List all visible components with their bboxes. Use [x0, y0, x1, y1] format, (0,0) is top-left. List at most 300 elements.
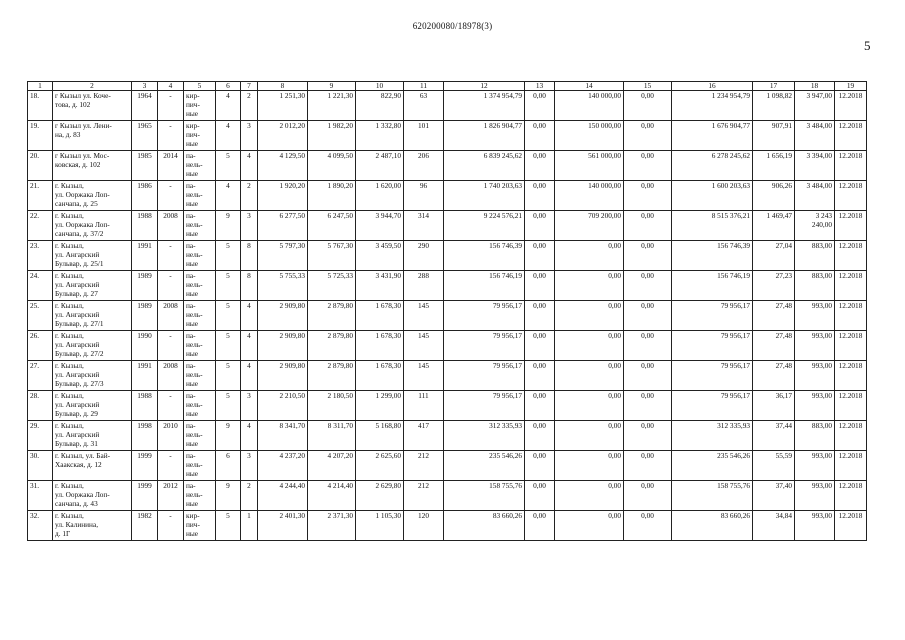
page-number: 5 — [864, 38, 871, 53]
cell-total-area: 2 909,80 — [258, 301, 308, 331]
cell-entrances: 2 — [241, 181, 258, 211]
cell-residents: 290 — [404, 241, 444, 271]
cell-cost-budget-federal: 0,00 — [525, 301, 555, 331]
cell-row-number: 18. — [28, 91, 53, 121]
cell-entrances: 8 — [241, 241, 258, 271]
cell-wall-material: па- нель- ные — [184, 271, 216, 301]
cell-total-area: 2 012,20 — [258, 121, 308, 151]
cell-residential-area: 1 620,00 — [356, 181, 404, 211]
cell-living-area: 2 879,80 — [308, 331, 356, 361]
table-body — [28, 91, 867, 541]
table-row — [28, 301, 867, 331]
cell-cost-budget-local: 0,00 — [624, 271, 672, 301]
cell-cost-budget-federal: 0,00 — [525, 421, 555, 451]
cell-total-cost: 235 546,26 — [444, 451, 525, 481]
cell-year-built: 1998 — [132, 421, 158, 451]
cell-cost-budget-local: 0,00 — [624, 391, 672, 421]
cell-row-number: 26. — [28, 331, 53, 361]
cell-residents: 212 — [404, 481, 444, 511]
cell-year-built: 1965 — [132, 121, 158, 151]
cell-unit-cost: 1 469,47 — [753, 211, 795, 241]
cell-year-renovated: 2012 — [158, 481, 184, 511]
cell-completion-date: 12.2018 — [835, 331, 867, 361]
cell-cost-owners: 79 956,17 — [672, 301, 753, 331]
cell-row-number: 21. — [28, 181, 53, 211]
cell-total-area: 2 909,80 — [258, 331, 308, 361]
cell-residential-area: 2 629,80 — [356, 481, 404, 511]
cell-completion-date: 12.2018 — [835, 241, 867, 271]
cell-cost-budget-regional: 0,00 — [555, 481, 624, 511]
cell-address: г. Кызыл, ул. Бай- Хаакская, д. 12 — [53, 451, 132, 481]
cell-residential-area: 822,90 — [356, 91, 404, 121]
cell-wall-material: кир- пич- ные — [184, 91, 216, 121]
cell-unit-cost: 27,48 — [753, 301, 795, 331]
cell-completion-date: 12.2018 — [835, 211, 867, 241]
cell-living-area: 2 180,50 — [308, 391, 356, 421]
cell-year-renovated: - — [158, 91, 184, 121]
column-number-6: 6 — [216, 82, 241, 91]
housing-register-table — [27, 81, 867, 541]
cell-floors: 5 — [216, 331, 241, 361]
cell-cost-budget-local: 0,00 — [624, 91, 672, 121]
cell-year-renovated: - — [158, 241, 184, 271]
cell-total-cost: 1 374 954,79 — [444, 91, 525, 121]
cell-residential-area: 2 487,10 — [356, 151, 404, 181]
table-row — [28, 421, 867, 451]
cell-year-renovated: - — [158, 511, 184, 541]
cell-residential-area: 1 299,00 — [356, 391, 404, 421]
cell-entrances: 8 — [241, 271, 258, 301]
cell-total-area: 5 755,33 — [258, 271, 308, 301]
cell-limit-cost: 993,00 — [795, 481, 835, 511]
column-number-13: 13 — [525, 82, 555, 91]
cell-floors: 5 — [216, 301, 241, 331]
cell-row-number: 28. — [28, 391, 53, 421]
column-number-15: 15 — [624, 82, 672, 91]
column-number-row — [28, 82, 867, 91]
cell-total-area: 1 920,20 — [258, 181, 308, 211]
cell-completion-date: 12.2018 — [835, 121, 867, 151]
document-number: 620200080/18978(3) — [412, 21, 493, 31]
column-number-4: 4 — [158, 82, 184, 91]
cell-entrances: 3 — [241, 451, 258, 481]
cell-living-area: 6 247,50 — [308, 211, 356, 241]
column-number-14: 14 — [555, 82, 624, 91]
cell-cost-budget-federal: 0,00 — [525, 451, 555, 481]
cell-limit-cost: 993,00 — [795, 301, 835, 331]
cell-cost-budget-federal: 0,00 — [525, 211, 555, 241]
cell-residents: 145 — [404, 331, 444, 361]
cell-cost-owners: 312 335,93 — [672, 421, 753, 451]
column-number-1: 1 — [28, 82, 53, 91]
cell-cost-owners: 79 956,17 — [672, 391, 753, 421]
column-number-19: 19 — [835, 82, 867, 91]
cell-cost-budget-local: 0,00 — [624, 121, 672, 151]
cell-residential-area: 2 625,60 — [356, 451, 404, 481]
cell-total-area: 6 277,50 — [258, 211, 308, 241]
column-number-18: 18 — [795, 82, 835, 91]
cell-year-renovated: 2014 — [158, 151, 184, 181]
cell-unit-cost: 27,04 — [753, 241, 795, 271]
cell-residential-area: 3 431,90 — [356, 271, 404, 301]
cell-total-cost: 158 755,76 — [444, 481, 525, 511]
cell-floors: 4 — [216, 121, 241, 151]
table-row — [28, 151, 867, 181]
cell-limit-cost: 993,00 — [795, 331, 835, 361]
cell-year-built: 1999 — [132, 481, 158, 511]
cell-residential-area: 1 105,30 — [356, 511, 404, 541]
cell-unit-cost: 27,48 — [753, 361, 795, 391]
table-row — [28, 331, 867, 361]
table-row — [28, 391, 867, 421]
table-row — [28, 481, 867, 511]
cell-limit-cost: 3 484,00 — [795, 181, 835, 211]
cell-address: г Кызыл ул. Коче- това, д. 102 — [53, 91, 132, 121]
cell-cost-owners: 156 746,19 — [672, 271, 753, 301]
cell-limit-cost: 883,00 — [795, 421, 835, 451]
cell-wall-material: па- нель- ные — [184, 181, 216, 211]
cell-cost-budget-local: 0,00 — [624, 481, 672, 511]
cell-total-cost: 79 956,17 — [444, 331, 525, 361]
cell-address: г. Кызыл, ул. Ооржака Лоп- санчапа, д. 25 — [53, 181, 132, 211]
cell-year-renovated: - — [158, 451, 184, 481]
cell-year-built: 1989 — [132, 271, 158, 301]
cell-cost-budget-federal: 0,00 — [525, 121, 555, 151]
cell-wall-material: па- нель- ные — [184, 241, 216, 271]
column-number-8: 8 — [258, 82, 308, 91]
cell-wall-material: па- нель- ные — [184, 151, 216, 181]
cell-living-area: 2 371,30 — [308, 511, 356, 541]
cell-total-area: 4 129,50 — [258, 151, 308, 181]
column-number-3: 3 — [132, 82, 158, 91]
cell-living-area: 5 725,33 — [308, 271, 356, 301]
cell-entrances: 4 — [241, 151, 258, 181]
cell-address: г. Кызыл, ул. Ангарский Бульвар, д. 29 — [53, 391, 132, 421]
cell-cost-budget-regional: 0,00 — [555, 301, 624, 331]
cell-total-area: 4 237,20 — [258, 451, 308, 481]
cell-year-built: 1986 — [132, 181, 158, 211]
cell-wall-material: па- нель- ные — [184, 391, 216, 421]
cell-cost-owners: 1 600 203,63 — [672, 181, 753, 211]
cell-year-renovated: 2008 — [158, 361, 184, 391]
cell-address: г. Кызыл, ул. Ангарский Бульвар, д. 27 — [53, 271, 132, 301]
cell-unit-cost: 1 656,19 — [753, 151, 795, 181]
cell-cost-owners: 6 278 245,62 — [672, 151, 753, 181]
cell-year-built: 1988 — [132, 391, 158, 421]
cell-residents: 145 — [404, 301, 444, 331]
cell-wall-material: па- нель- ные — [184, 481, 216, 511]
cell-cost-budget-federal: 0,00 — [525, 241, 555, 271]
cell-cost-owners: 158 755,76 — [672, 481, 753, 511]
cell-total-area: 2 909,80 — [258, 361, 308, 391]
table-row — [28, 181, 867, 211]
cell-floors: 5 — [216, 511, 241, 541]
cell-row-number: 32. — [28, 511, 53, 541]
column-number-9: 9 — [308, 82, 356, 91]
cell-total-cost: 6 839 245,62 — [444, 151, 525, 181]
table-row — [28, 451, 867, 481]
cell-year-built: 1982 — [132, 511, 158, 541]
cell-row-number: 29. — [28, 421, 53, 451]
cell-address: г. Кызыл, ул. Ангарский Бульвар, д. 27/1 — [53, 301, 132, 331]
cell-entrances: 3 — [241, 391, 258, 421]
cell-total-cost: 1 740 203,63 — [444, 181, 525, 211]
cell-cost-budget-federal: 0,00 — [525, 391, 555, 421]
cell-cost-budget-local: 0,00 — [624, 511, 672, 541]
cell-cost-budget-federal: 0,00 — [525, 331, 555, 361]
cell-entrances: 2 — [241, 481, 258, 511]
cell-unit-cost: 27,23 — [753, 271, 795, 301]
cell-cost-budget-federal: 0,00 — [525, 181, 555, 211]
table-row — [28, 91, 867, 121]
cell-entrances: 2 — [241, 91, 258, 121]
cell-living-area: 8 311,70 — [308, 421, 356, 451]
cell-cost-budget-local: 0,00 — [624, 181, 672, 211]
cell-year-built: 1988 — [132, 211, 158, 241]
cell-row-number: 19. — [28, 121, 53, 151]
cell-cost-budget-local: 0,00 — [624, 421, 672, 451]
cell-entrances: 4 — [241, 421, 258, 451]
cell-cost-budget-regional: 0,00 — [555, 451, 624, 481]
cell-living-area: 4 099,50 — [308, 151, 356, 181]
column-number-16: 16 — [672, 82, 753, 91]
cell-year-built: 1985 — [132, 151, 158, 181]
cell-total-cost: 79 956,17 — [444, 361, 525, 391]
cell-cost-budget-regional: 150 000,00 — [555, 121, 624, 151]
cell-floors: 5 — [216, 241, 241, 271]
cell-total-cost: 79 956,17 — [444, 391, 525, 421]
cell-residential-area: 3 459,50 — [356, 241, 404, 271]
cell-residents: 111 — [404, 391, 444, 421]
cell-unit-cost: 36,17 — [753, 391, 795, 421]
cell-cost-budget-local: 0,00 — [624, 241, 672, 271]
cell-limit-cost: 3 947,00 — [795, 91, 835, 121]
cell-entrances: 4 — [241, 301, 258, 331]
cell-cost-owners: 235 546,26 — [672, 451, 753, 481]
cell-living-area: 1 221,30 — [308, 91, 356, 121]
column-number-5: 5 — [184, 82, 216, 91]
cell-year-built: 1989 — [132, 301, 158, 331]
cell-wall-material: кир- пич- ные — [184, 121, 216, 151]
cell-wall-material: па- нель- ные — [184, 451, 216, 481]
cell-unit-cost: 37,44 — [753, 421, 795, 451]
cell-cost-budget-federal: 0,00 — [525, 151, 555, 181]
cell-floors: 5 — [216, 361, 241, 391]
column-number-2: 2 — [53, 82, 132, 91]
cell-wall-material: па- нель- ные — [184, 211, 216, 241]
cell-cost-budget-federal: 0,00 — [525, 361, 555, 391]
cell-total-area: 5 797,30 — [258, 241, 308, 271]
cell-row-number: 25. — [28, 301, 53, 331]
cell-unit-cost: 907,91 — [753, 121, 795, 151]
cell-year-renovated: - — [158, 331, 184, 361]
cell-year-renovated: - — [158, 181, 184, 211]
cell-cost-owners: 8 515 376,21 — [672, 211, 753, 241]
cell-total-area: 1 251,30 — [258, 91, 308, 121]
cell-cost-budget-regional: 0,00 — [555, 511, 624, 541]
cell-cost-owners: 79 956,17 — [672, 331, 753, 361]
table-row — [28, 271, 867, 301]
cell-row-number: 22. — [28, 211, 53, 241]
cell-floors: 5 — [216, 151, 241, 181]
cell-residents: 101 — [404, 121, 444, 151]
cell-cost-owners: 1 676 904,77 — [672, 121, 753, 151]
cell-residents: 314 — [404, 211, 444, 241]
cell-year-built: 1991 — [132, 241, 158, 271]
cell-residents: 288 — [404, 271, 444, 301]
cell-limit-cost: 3 484,00 — [795, 121, 835, 151]
cell-address: г. Кызыл, ул. Ангарский Бульвар, д. 31 — [53, 421, 132, 451]
table-row — [28, 241, 867, 271]
cell-living-area: 1 890,20 — [308, 181, 356, 211]
cell-total-cost: 79 956,17 — [444, 301, 525, 331]
cell-wall-material: па- нель- ные — [184, 301, 216, 331]
cell-limit-cost: 993,00 — [795, 451, 835, 481]
cell-year-renovated: - — [158, 391, 184, 421]
cell-cost-budget-federal: 0,00 — [525, 511, 555, 541]
cell-cost-budget-regional: 561 000,00 — [555, 151, 624, 181]
cell-total-cost: 156 746,19 — [444, 271, 525, 301]
cell-total-cost: 9 224 576,21 — [444, 211, 525, 241]
cell-wall-material: па- нель- ные — [184, 361, 216, 391]
cell-residents: 120 — [404, 511, 444, 541]
cell-year-built: 1964 — [132, 91, 158, 121]
cell-cost-budget-regional: 0,00 — [555, 421, 624, 451]
cell-residential-area: 1 678,30 — [356, 331, 404, 361]
cell-row-number: 30. — [28, 451, 53, 481]
cell-floors: 5 — [216, 271, 241, 301]
cell-address: г. Кызыл, ул. Ангарский Бульвар, д. 27/2 — [53, 331, 132, 361]
cell-limit-cost: 993,00 — [795, 391, 835, 421]
cell-limit-cost: 993,00 — [795, 361, 835, 391]
cell-wall-material: па- нель- ные — [184, 331, 216, 361]
cell-address: г Кызыл ул. Лени- на, д. 83 — [53, 121, 132, 151]
cell-total-area: 4 244,40 — [258, 481, 308, 511]
cell-living-area: 4 214,40 — [308, 481, 356, 511]
column-number-7: 7 — [241, 82, 258, 91]
cell-cost-budget-regional: 0,00 — [555, 271, 624, 301]
cell-entrances: 4 — [241, 331, 258, 361]
table-row — [28, 361, 867, 391]
cell-cost-owners: 83 660,26 — [672, 511, 753, 541]
cell-limit-cost: 3 394,00 — [795, 151, 835, 181]
cell-unit-cost: 1 098,82 — [753, 91, 795, 121]
cell-row-number: 23. — [28, 241, 53, 271]
cell-unit-cost: 34,84 — [753, 511, 795, 541]
cell-year-built: 1999 — [132, 451, 158, 481]
cell-wall-material: кир- пич- ные — [184, 511, 216, 541]
cell-year-renovated: - — [158, 121, 184, 151]
cell-address: г Кызыл ул. Мос- ковская, д. 102 — [53, 151, 132, 181]
cell-address: г. Кызыл, ул. Калинина, д. 1Г — [53, 511, 132, 541]
cell-row-number: 27. — [28, 361, 53, 391]
cell-cost-budget-regional: 0,00 — [555, 241, 624, 271]
table-row — [28, 121, 867, 151]
cell-year-built: 1991 — [132, 361, 158, 391]
cell-limit-cost: 883,00 — [795, 271, 835, 301]
cell-cost-budget-local: 0,00 — [624, 451, 672, 481]
cell-completion-date: 12.2018 — [835, 181, 867, 211]
cell-cost-owners: 1 234 954,79 — [672, 91, 753, 121]
cell-total-cost: 83 660,26 — [444, 511, 525, 541]
cell-cost-budget-regional: 140 000,00 — [555, 181, 624, 211]
cell-entrances: 3 — [241, 121, 258, 151]
cell-total-cost: 312 335,93 — [444, 421, 525, 451]
cell-total-area: 2 210,50 — [258, 391, 308, 421]
cell-address: г. Кызыл, ул. Ангарский Бульвар, д. 25/1 — [53, 241, 132, 271]
cell-cost-budget-regional: 0,00 — [555, 361, 624, 391]
cell-living-area: 2 879,80 — [308, 361, 356, 391]
cell-completion-date: 12.2018 — [835, 271, 867, 301]
cell-cost-budget-federal: 0,00 — [525, 481, 555, 511]
cell-cost-budget-local: 0,00 — [624, 151, 672, 181]
cell-completion-date: 12.2018 — [835, 301, 867, 331]
cell-wall-material: па- нель- ные — [184, 421, 216, 451]
cell-cost-owners: 156 746,39 — [672, 241, 753, 271]
cell-address: г. Кызыл, ул. Ангарский Бульвар, д. 27/3 — [53, 361, 132, 391]
cell-floors: 6 — [216, 451, 241, 481]
cell-cost-budget-regional: 0,00 — [555, 391, 624, 421]
cell-cost-budget-federal: 0,00 — [525, 271, 555, 301]
cell-completion-date: 12.2018 — [835, 91, 867, 121]
cell-unit-cost: 55,59 — [753, 451, 795, 481]
cell-cost-budget-local: 0,00 — [624, 301, 672, 331]
cell-year-renovated: 2010 — [158, 421, 184, 451]
cell-cost-owners: 79 956,17 — [672, 361, 753, 391]
cell-year-renovated: 2008 — [158, 211, 184, 241]
column-number-10: 10 — [356, 82, 404, 91]
cell-year-renovated: 2008 — [158, 301, 184, 331]
column-number-12: 12 — [444, 82, 525, 91]
cell-cost-budget-regional: 709 200,00 — [555, 211, 624, 241]
cell-residential-area: 5 168,80 — [356, 421, 404, 451]
cell-address: г. Кызыл, ул. Ооржака Лоп- санчапа, д. 43 — [53, 481, 132, 511]
cell-completion-date: 12.2018 — [835, 451, 867, 481]
cell-living-area: 2 879,80 — [308, 301, 356, 331]
cell-completion-date: 12.2018 — [835, 421, 867, 451]
cell-residential-area: 1 678,30 — [356, 361, 404, 391]
cell-cost-budget-regional: 0,00 — [555, 331, 624, 361]
cell-residents: 212 — [404, 451, 444, 481]
cell-entrances: 4 — [241, 361, 258, 391]
cell-total-cost: 1 826 904,77 — [444, 121, 525, 151]
cell-year-built: 1990 — [132, 331, 158, 361]
cell-residents: 145 — [404, 361, 444, 391]
table-row — [28, 211, 867, 241]
cell-living-area: 5 767,30 — [308, 241, 356, 271]
cell-entrances: 3 — [241, 211, 258, 241]
cell-residential-area: 1 332,80 — [356, 121, 404, 151]
cell-residential-area: 1 678,30 — [356, 301, 404, 331]
table-row — [28, 511, 867, 541]
cell-total-area: 8 341,70 — [258, 421, 308, 451]
cell-row-number: 24. — [28, 271, 53, 301]
column-number-17: 17 — [753, 82, 795, 91]
cell-limit-cost: 993,00 — [795, 511, 835, 541]
cell-residential-area: 3 944,70 — [356, 211, 404, 241]
cell-cost-budget-federal: 0,00 — [525, 91, 555, 121]
cell-row-number: 20. — [28, 151, 53, 181]
cell-floors: 4 — [216, 91, 241, 121]
cell-entrances: 1 — [241, 511, 258, 541]
cell-floors: 5 — [216, 391, 241, 421]
cell-unit-cost: 27,48 — [753, 331, 795, 361]
cell-row-number: 31. — [28, 481, 53, 511]
cell-limit-cost: 883,00 — [795, 241, 835, 271]
cell-floors: 9 — [216, 421, 241, 451]
cell-total-area: 2 401,30 — [258, 511, 308, 541]
cell-completion-date: 12.2018 — [835, 391, 867, 421]
